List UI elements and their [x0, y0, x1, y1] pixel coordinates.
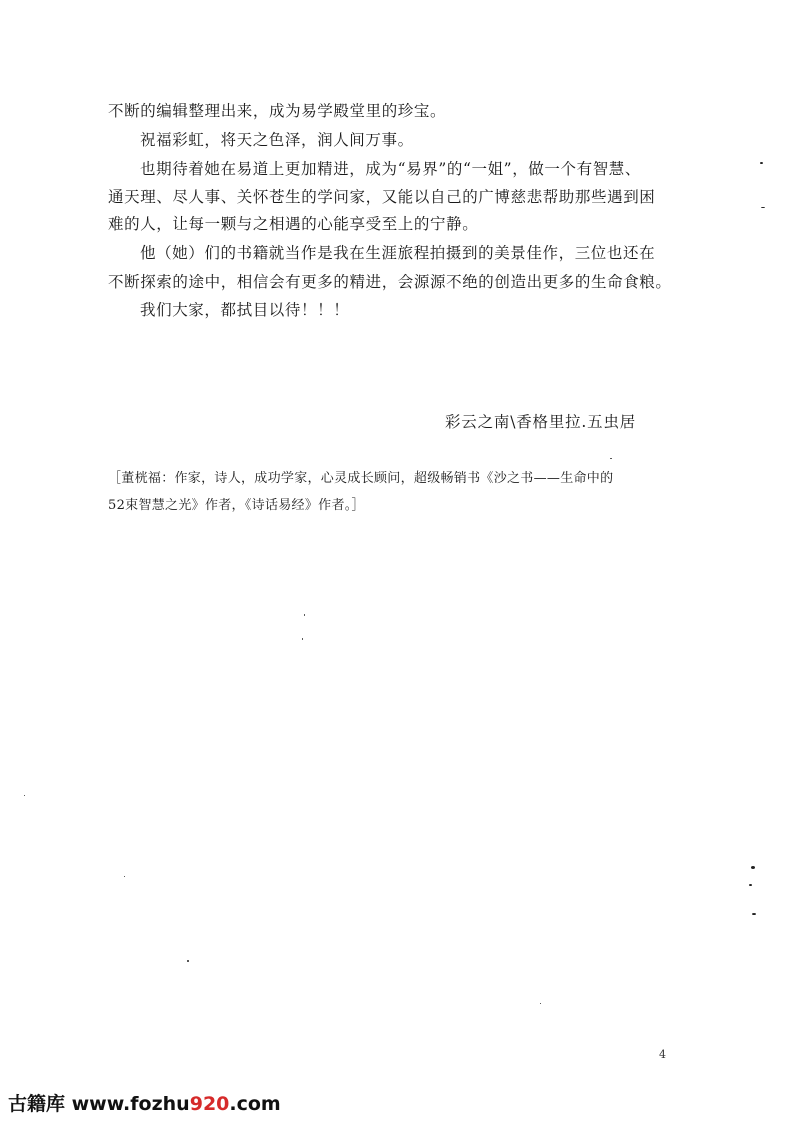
body-line-8: 我们大家，都拭目以待！！！	[140, 301, 350, 319]
body-line-4: 通天理、尽人事、关怀苍生的学问家，又能以自己的广博慈悲帮助那些遇到困	[108, 188, 656, 206]
watermark-prefix: 古籍库 www.fozhu	[8, 1093, 190, 1115]
body-line-1: 不断的编辑整理出来，成为易学殿堂里的珍宝。	[108, 102, 447, 120]
scan-speck	[124, 876, 125, 877]
note-line-2: 52束智慧之光》作者，《诗话易经》作者。］	[108, 498, 365, 513]
scan-speck	[540, 1003, 541, 1004]
note-line-1: ［董桄福：作家，诗人，成功学家，心灵成长顾问，超级畅销书《沙之书——生命中的	[108, 471, 614, 486]
watermark-suffix: .com	[229, 1093, 281, 1115]
scan-speck	[610, 458, 612, 459]
body-line-6: 他（她）们的书籍就当作是我在生涯旅程拍摄到的美景佳作，三位也还在	[140, 244, 656, 262]
body-line-5: 难的人，让每一颗与之相遇的心能享受至上的宁静。	[108, 215, 479, 233]
site-watermark	[8, 1089, 281, 1116]
scan-speck	[760, 162, 763, 164]
scan-speck	[302, 638, 303, 640]
scan-speck	[751, 866, 755, 869]
signature: 彩云之南\香格里拉.五虫居	[445, 413, 637, 431]
scan-speck	[187, 960, 189, 962]
body-line-2: 祝福彩虹，将天之色泽，润人间万事。	[140, 131, 414, 149]
scan-speck	[749, 884, 752, 886]
scan-speck	[752, 913, 756, 915]
scan-speck	[24, 795, 25, 796]
watermark-number: 920	[189, 1093, 230, 1115]
page-number: 4	[659, 1048, 666, 1061]
scan-speck	[304, 614, 305, 616]
body-line-7: 不断探索的途中，相信会有更多的精进，会源源不绝的创造出更多的生命食粮。	[108, 273, 672, 291]
body-line-3: 也期待着她在易道上更加精进，成为“易界”的“一姐”，做一个有智慧、	[140, 160, 641, 178]
scan-speck	[761, 207, 765, 208]
